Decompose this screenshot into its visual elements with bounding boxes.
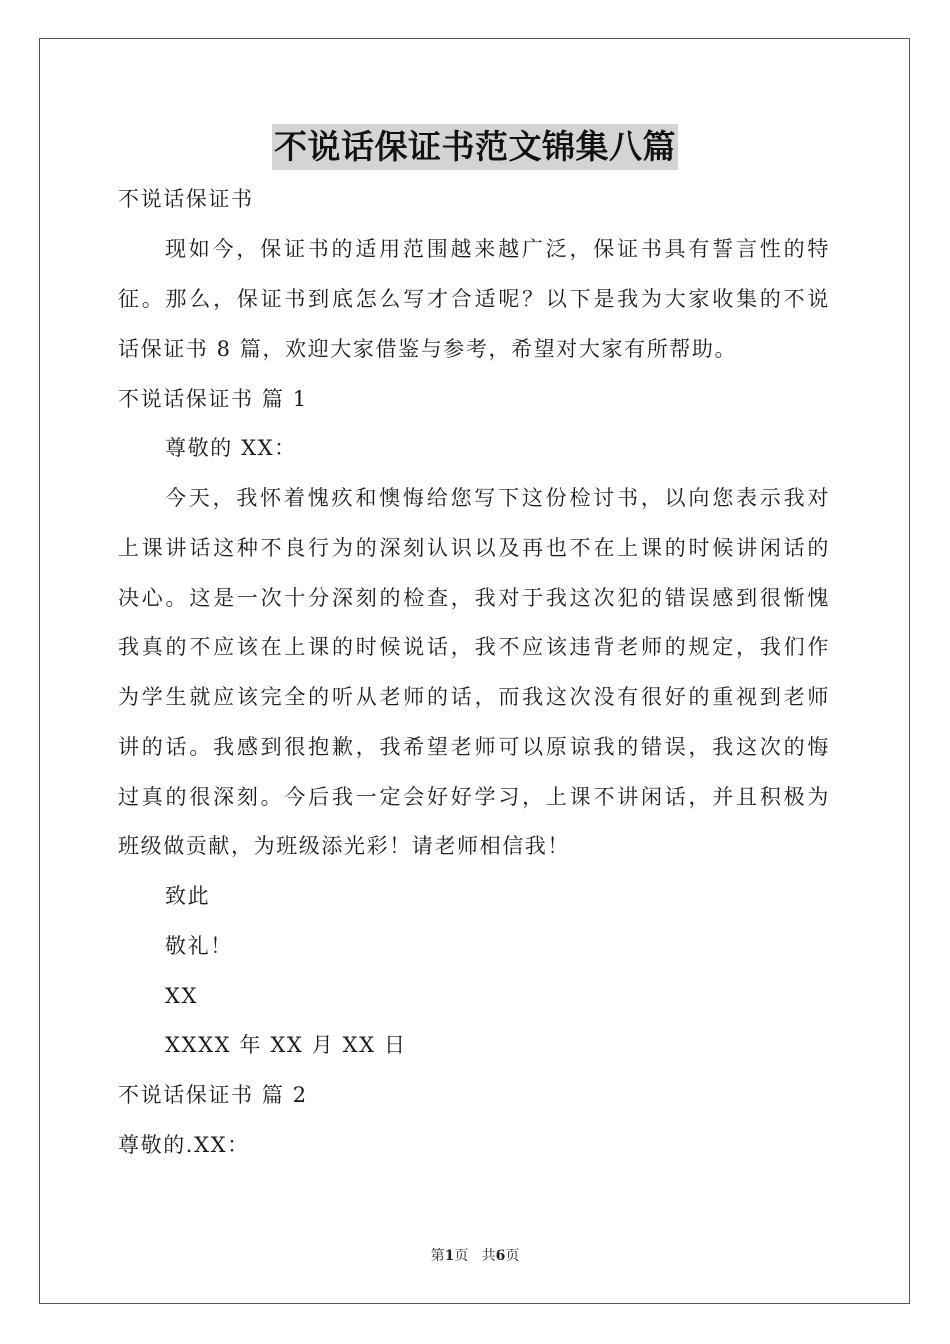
total-unit: 页: [505, 1248, 520, 1264]
paragraph-line: 决心。这是一次十分深刻的检查，我对于我这次犯的错误感到很惭愧: [118, 586, 830, 610]
signature-date: XXXX 年 XX 月 XX 日: [165, 1033, 407, 1057]
title-block: [0, 124, 950, 170]
closing-line: 致此: [165, 884, 211, 908]
paragraph-line: 现如今，保证书的适用范围越来越广泛，保证书具有誓言性的特: [165, 237, 830, 261]
salutation: 尊敬的.XX：: [118, 1133, 250, 1157]
paragraph-line: 上课讲话这种不良行为的深刻认识以及再也不在上课的时候讲闲话的: [118, 536, 830, 560]
signature-name: XX: [165, 984, 199, 1008]
page-footer: [0, 1247, 950, 1265]
document-title: 不说话保证书范文锦集八篇: [272, 124, 678, 170]
section-heading: 不说话保证书: [118, 187, 254, 211]
section-heading: 不说话保证书 篇 1: [118, 387, 308, 411]
total-prefix: 共: [481, 1248, 496, 1264]
page-prefix: 第: [430, 1248, 445, 1264]
paragraph-line: 班级做贡献，为班级添光彩！请老师相信我！: [118, 834, 570, 858]
closing-regards: 敬礼！: [165, 934, 233, 958]
salutation: 尊敬的 XX：: [165, 436, 297, 460]
paragraph-line: 为学生就应该完全的听从老师的话，而我这次没有很好的重视到老师: [118, 685, 830, 709]
page-total: 6: [495, 1248, 506, 1264]
section-heading: 不说话保证书 篇 2: [118, 1083, 308, 1107]
paragraph-line: 今天，我怀着愧疚和懊悔给您写下这份检讨书，以向您表示我对: [165, 486, 830, 510]
page-unit: 页: [454, 1248, 469, 1264]
page-current: 1: [444, 1248, 455, 1264]
page-border: [39, 38, 910, 1304]
paragraph-line: 过真的很深刻。今后我一定会好好学习，上课不讲闲话，并且积极为: [118, 785, 830, 809]
paragraph-line: 征。那么，保证书到底怎么写才合适呢？以下是我为大家收集的不说: [118, 287, 830, 311]
paragraph-line: 话保证书 8 篇，欢迎大家借鉴与参考，希望对大家有所帮助。: [118, 337, 738, 361]
paragraph-line: 我真的不应该在上课的时候说话，我不应该违背老师的规定，我们作: [118, 635, 830, 659]
paragraph-line: 讲的话。我感到很抱歉，我希望老师可以原谅我的错误，我这次的悔: [118, 735, 830, 759]
